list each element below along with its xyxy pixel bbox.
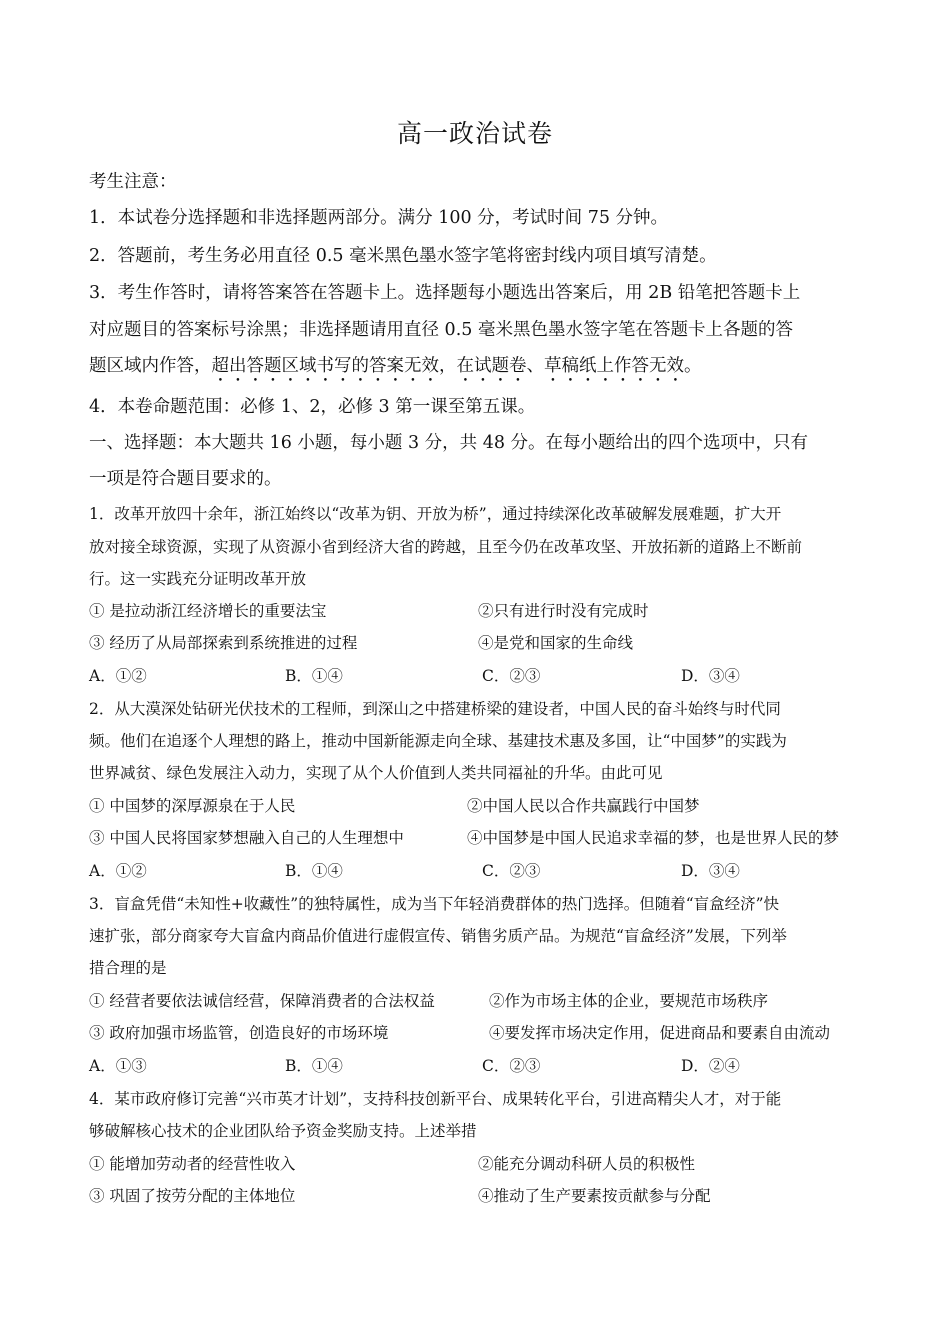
- notice-text: ，: [439, 356, 457, 376]
- question-3-stem: 速扩张，部分商家夸大盲盒内商品价值进行虚假宣传、销售劣质产品。为规范“盲盒经济”发展，下列举: [89, 927, 787, 945]
- question-1-option-a: A．①②: [89, 667, 147, 685]
- question-2-stem: 世界减贫、绿色发展注入动力，实现了从个人价值到人类共同福祉的升华。由此可见: [89, 764, 663, 782]
- question-1-stem: 放对接全球资源，实现了从资源小省到经济大省的跨越，且至今仍在改革攻坚、开放拓新的道路上不断前: [89, 538, 803, 556]
- question-1-statement-3: ③ 经历了从局部探索到系统推进的过程: [89, 634, 358, 652]
- question-3-option-b: B．①④: [285, 1057, 343, 1075]
- notice-text: 。: [684, 356, 702, 376]
- question-1-option-b: B．①④: [285, 667, 343, 685]
- question-1-statement-1: ① 是拉动浙江经济增长的重要法宝: [89, 602, 327, 620]
- question-1-stem: 行。这一实践充分证明改革开放: [89, 570, 307, 588]
- question-3-statement-1: ① 经营者要依法诚信经营，保障消费者的合法权益: [89, 992, 435, 1010]
- notice-item-3-line-2: 对应题目的答案标号涂黑；非选择题请用直径 0.5 毫米黑色墨水签字笔在答题卡上各题的答: [89, 320, 793, 340]
- page-title: 高一政治试卷: [396, 119, 553, 148]
- question-4-statement-1: ① 能增加劳动者的经营性收入: [89, 1155, 296, 1173]
- question-3-statement-3: ③ 政府加强市场监管，创造良好的市场环境: [89, 1024, 389, 1042]
- question-4-statement-4: ④推动了生产要素按贡献参与分配: [478, 1187, 711, 1205]
- notice-item-1: 1．本试卷分选择题和非选择题两部分。满分 100 分，考试时间 75 分钟。: [89, 208, 669, 228]
- question-2-statement-2: ②中国人民以合作共赢践行中国梦: [467, 797, 700, 815]
- question-3-stem: 措合理的是: [89, 959, 167, 977]
- question-3-statement-2: ②作为市场主体的企业，要规范市场秩序: [489, 992, 769, 1010]
- notice-heading: 考生注意：: [89, 172, 177, 192]
- question-4-stem: 4．某市政府修订完善“兴市英才计划”，支持科技创新平台、成果转化平台，引进高精尖人才，对于能: [89, 1090, 782, 1108]
- notice-text: 题区域内作答，: [89, 356, 212, 376]
- question-3-statement-4: ④要发挥市场决定作用，促进商品和要素自由流动: [489, 1024, 831, 1042]
- question-3-option-a: A．①③: [89, 1057, 147, 1075]
- question-3-stem: 3．盲盒凭借“未知性+收藏性”的独特属性，成为当下年轻消费群体的热门选择。但随着“盲盒经济”快: [89, 895, 780, 913]
- question-2-stem: 频。他们在追逐个人理想的路上，推动中国新能源走向全球、基建技术惠及多国，让“中国梦”的实践为: [89, 732, 787, 750]
- question-4-statement-3: ③ 巩固了按劳分配的主体地位: [89, 1187, 296, 1205]
- notice-item-3-line-3: [89, 352, 702, 386]
- question-2-option-b: B．①④: [285, 862, 343, 880]
- question-1-statement-2: ②只有进行时没有完成时: [478, 602, 649, 620]
- question-2-stem: 2．从大漠深处钻研光伏技术的工程师，到深山之中搭建桥梁的建设者，中国人民的奋斗始终与时代同: [89, 700, 781, 718]
- question-3-option-d: D．②④: [681, 1057, 740, 1075]
- notice-item-2: 2．答题前，考生务必用直径 0.5 毫米黑色墨水签字笔将密封线内项目填写清楚。: [89, 246, 717, 266]
- section-heading-line-2: 一项是符合题目要求的。: [89, 469, 282, 489]
- question-1-stem: 1．改革开放四十余年，浙江始终以“改革为钥、开放为桥”，通过持续深化改革破解发展难题，扩大开: [89, 505, 782, 523]
- question-2-option-d: D．③④: [681, 862, 740, 880]
- notice-item-3-line-1: 3．考生作答时，请将答案答在答题卡上。选择题每小题选出答案后，用 2B 铅笔把答题卡上: [89, 283, 801, 303]
- question-2-option-c: C．②③: [482, 862, 541, 880]
- question-3-option-c: C．②③: [482, 1057, 541, 1075]
- question-2-statement-3: ③ 中国人民将国家梦想融入自己的人生理想中: [89, 829, 404, 847]
- notice-item-4: 4．本卷命题范围：必修 1、2，必修 3 第一课至第五课。: [89, 397, 536, 417]
- emphasized-text: 在试题卷、草稿纸上作答无效: [456, 356, 684, 376]
- question-2-statement-4: ④中国梦是中国人民追求幸福的梦，也是世界人民的梦: [467, 829, 840, 847]
- question-4-statement-2: ②能充分调动科研人员的积极性: [478, 1155, 696, 1173]
- question-2-option-a: A．①②: [89, 862, 147, 880]
- question-1-option-d: D．③④: [681, 667, 740, 685]
- question-4-stem: 够破解核心技术的企业团队给予资金奖励支持。上述举措: [89, 1122, 477, 1140]
- question-1-statement-4: ④是党和国家的生命线: [478, 634, 634, 652]
- section-heading-line-1: 一、选择题：本大题共 16 小题，每小题 3 分，共 48 分。在每小题给出的四个选项中，只有: [89, 433, 809, 453]
- question-2-statement-1: ① 中国梦的深厚源泉在于人民: [89, 797, 296, 815]
- emphasized-text: 超出答题区域书写的答案无效: [211, 356, 439, 376]
- question-1-option-c: C．②③: [482, 667, 541, 685]
